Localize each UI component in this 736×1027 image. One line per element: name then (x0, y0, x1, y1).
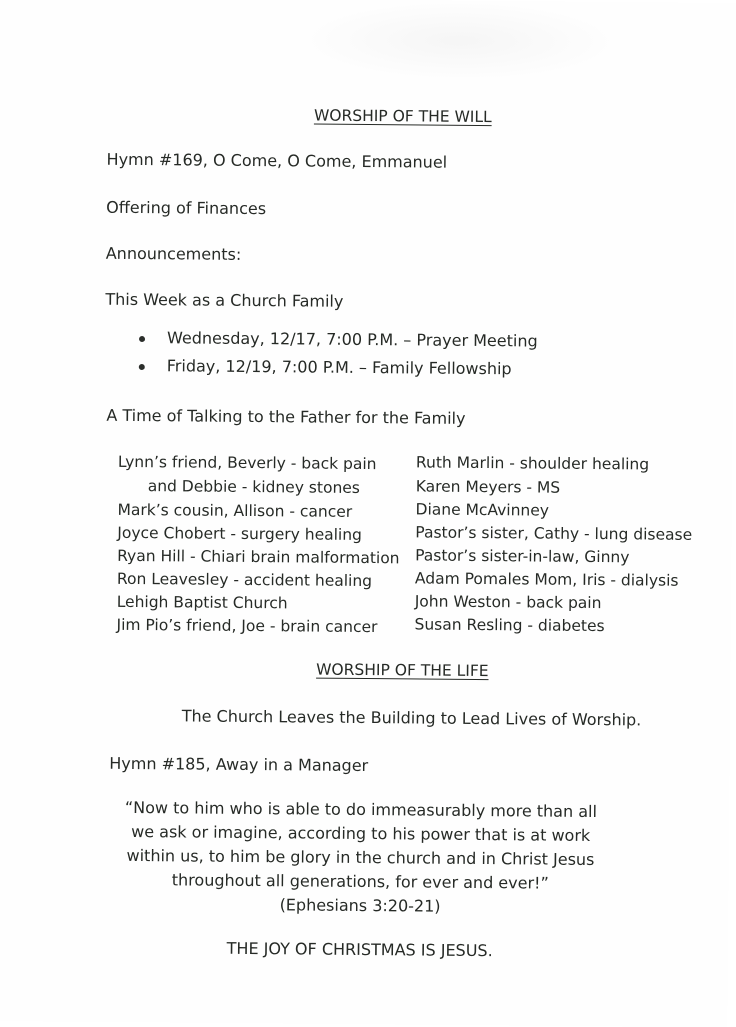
offering-line: Offering of Finances (106, 197, 267, 219)
quote-citation: (Ephesians 3:20-21) (279, 895, 441, 916)
quote-line: “Now to him who is able to do immeasurably more than all (124, 797, 598, 822)
prayer-item: Jim Pio’s friend, Joe - brain cancer (116, 615, 378, 637)
closing-line: THE JOY OF CHRISTMAS IS JESUS. (226, 938, 493, 961)
event-item: Friday, 12/19, 7:00 P.M. – Family Fellowship (166, 356, 512, 379)
prayer-item: Pastor’s sister-in-law, Ginny (415, 546, 630, 567)
prayer-item: Ron Leavesley - accident healing (116, 569, 373, 591)
prayer-item: Adam Pomales Mom, Iris - dialysis (414, 569, 679, 590)
prayer-item: Diane McAvinney (415, 500, 550, 520)
heading-worship-of-the-will: WORSHIP OF THE WILL (313, 106, 492, 127)
quote-line: within us, to him be glory in the church and in Christ Jesus (126, 845, 595, 870)
prayer-item: Pastor’s sister, Cathy - lung disease (415, 523, 693, 544)
prayer-item: Lynn’s friend, Beverly - back pain (117, 452, 377, 474)
bleed-through-mark (299, 0, 620, 82)
quote-line: we ask or imagine, according to his power that is at work (131, 821, 591, 845)
prayer-item: Ruth Marlin - shoulder healing (415, 453, 650, 474)
quote-line: throughout all generations, for ever and ever!” (171, 870, 549, 893)
life-statement: The Church Leaves the Building to Lead Lives of Worship. (181, 706, 642, 730)
closing-hymn-line: Hymn #185, Away in a Manager (109, 753, 369, 776)
prayer-item: Mark’s cousin, Allison - cancer (117, 500, 353, 521)
prayer-item: Ryan Hill - Chiari brain malformation (117, 546, 400, 568)
prayer-item: John Weston - back pain (414, 592, 602, 613)
hymn-line: Hymn #169, O Come, O Come, Emmanuel (106, 149, 448, 172)
prayer-item: Susan Resling - diabetes (414, 615, 605, 636)
bullet-icon (139, 336, 145, 342)
prayer-intro: A Time of Talking to the Father for the Family (106, 405, 466, 428)
bullet-icon (139, 364, 145, 370)
prayer-item: Lehigh Baptist Church (116, 592, 288, 613)
prayer-item: Joyce Chobert - surgery healing (117, 523, 363, 544)
announcements-label: Announcements: (105, 243, 242, 264)
event-item: Wednesday, 12/17, 7:00 P.M. – Prayer Meeting (166, 328, 538, 351)
church-family-week-label: This Week as a Church Family (105, 289, 344, 311)
prayer-item: and Debbie - kidney stones (147, 477, 361, 497)
heading-worship-of-the-life: WORSHIP OF THE LIFE (316, 660, 489, 681)
prayer-item: Karen Meyers - MS (415, 477, 561, 497)
